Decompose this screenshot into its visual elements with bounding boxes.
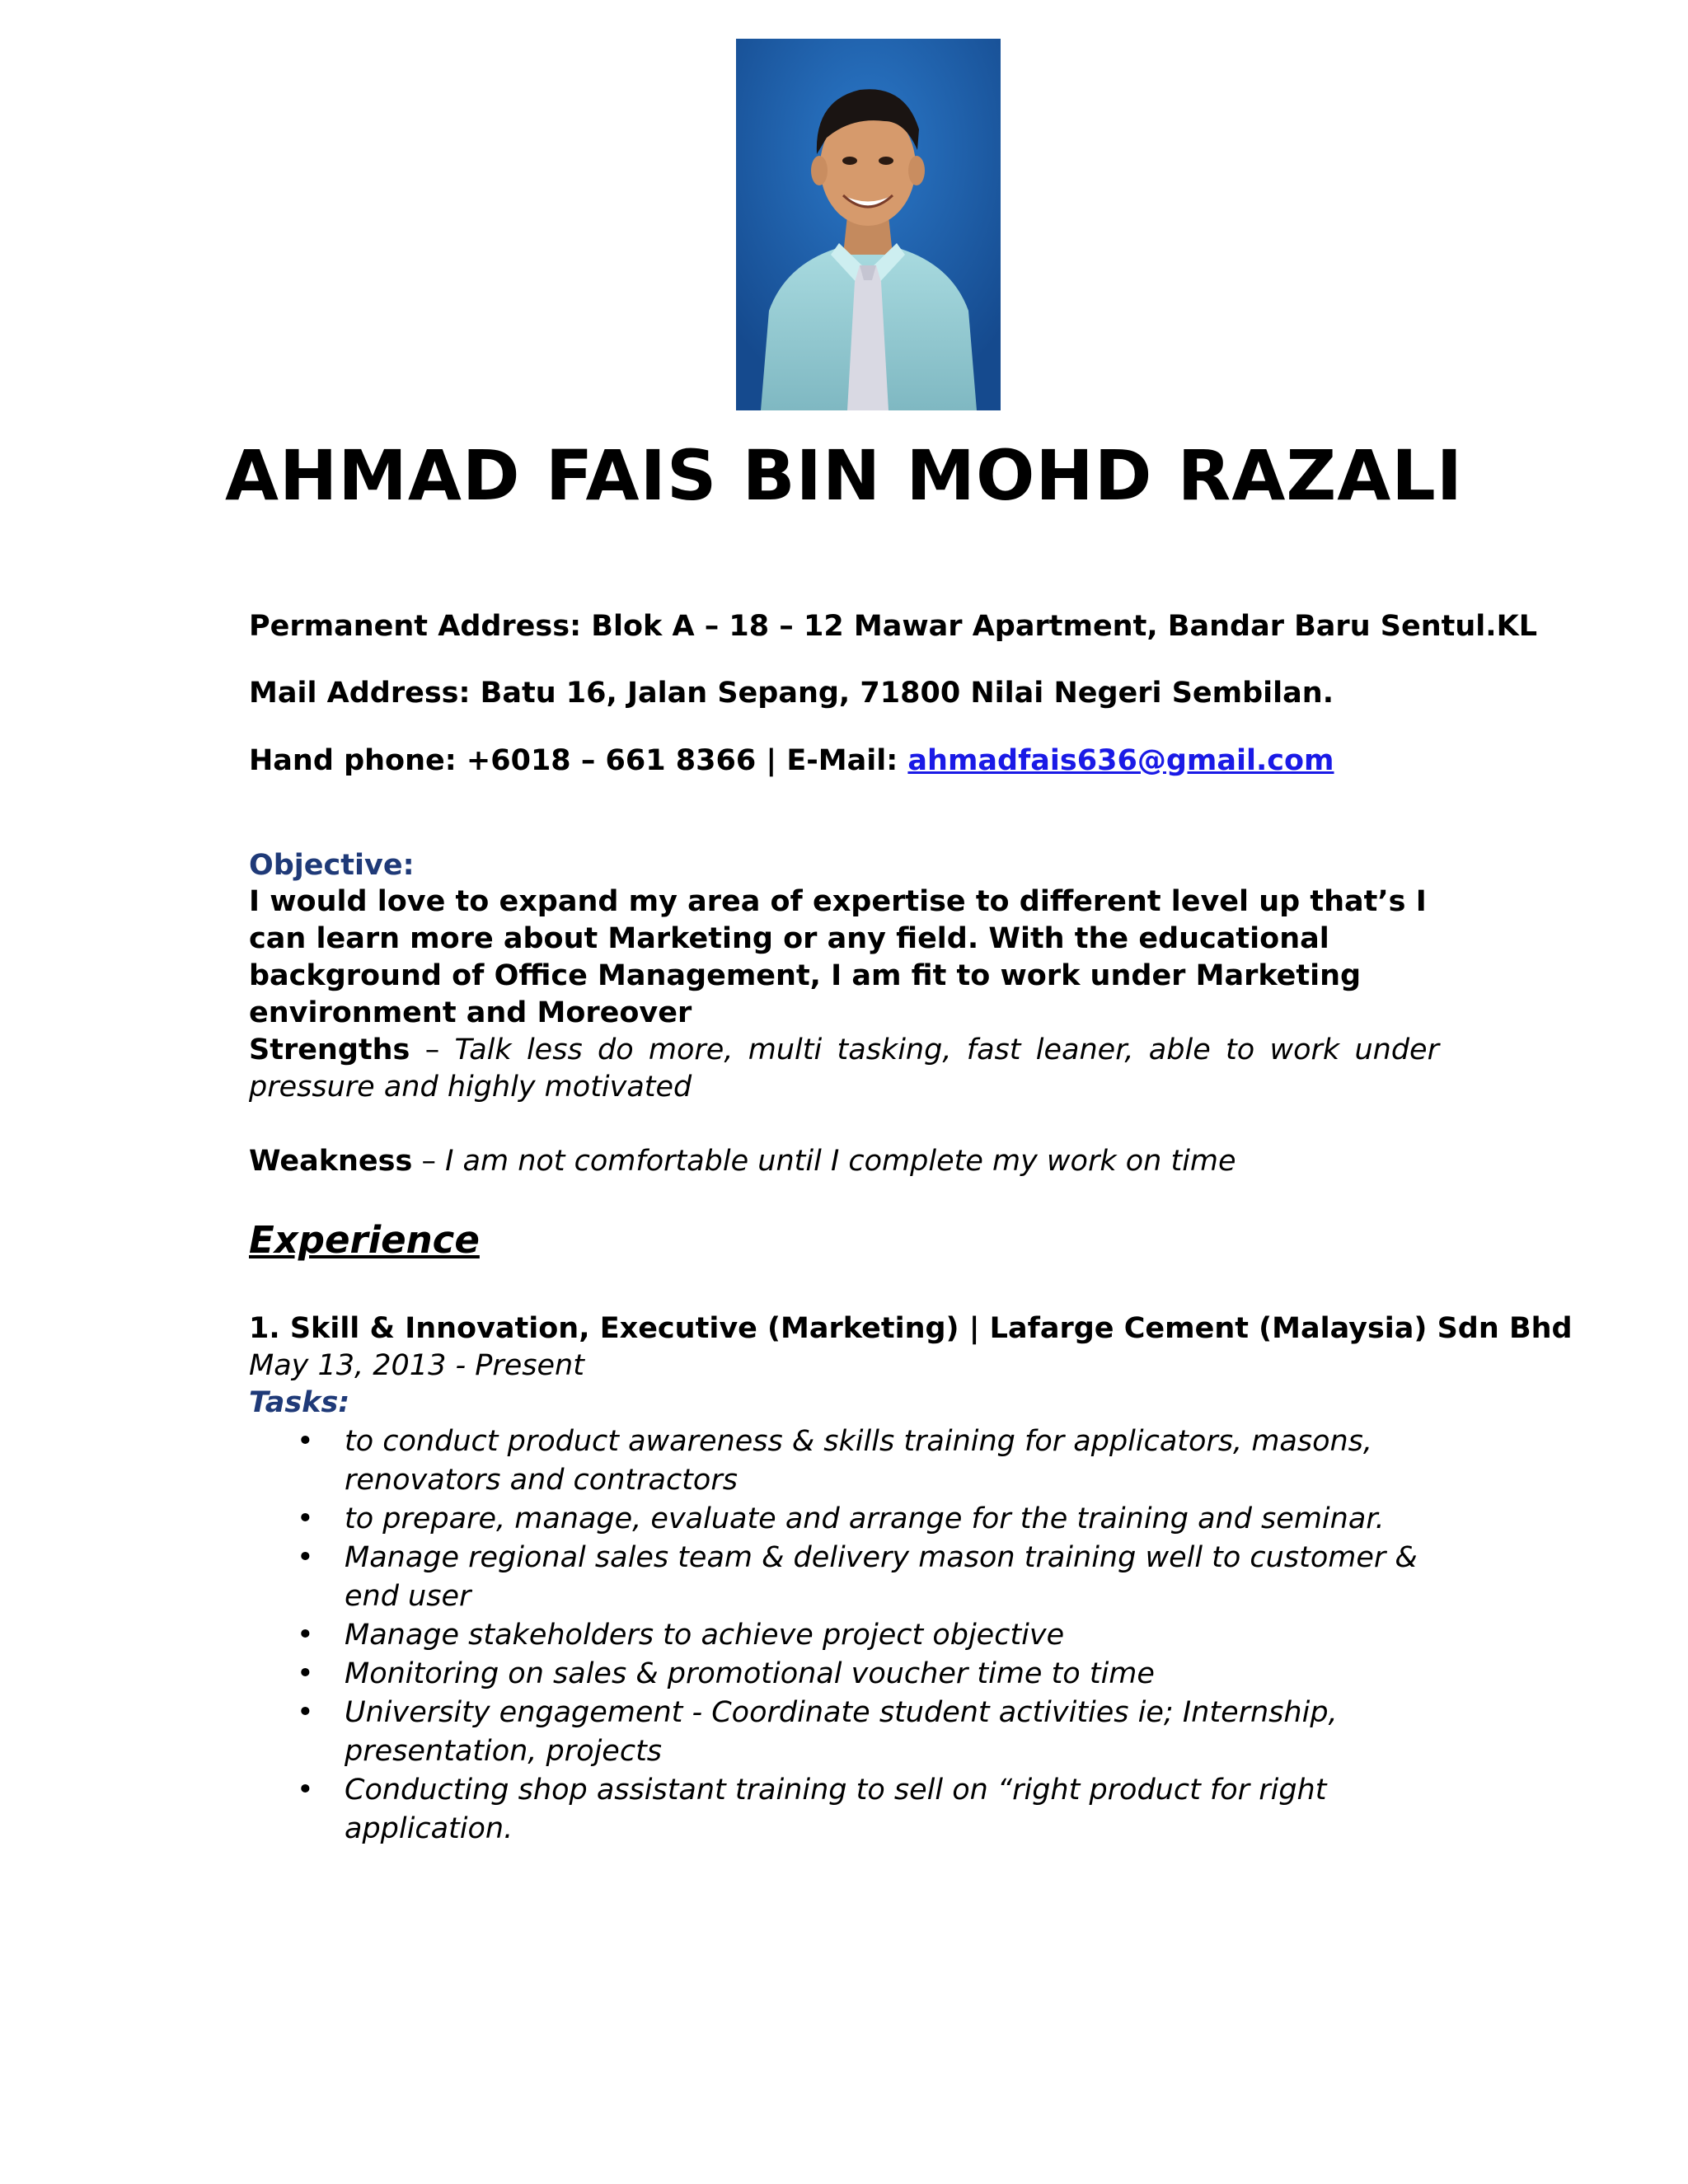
objective-text: I would love to expand my area of expertise to different level up that’s I can learn more about Marketing or any field. With the educational background of Office Management, I am fit to work under Marketing environment and Moreover xyxy=(249,885,1427,1029)
bullet-icon: • xyxy=(297,1774,314,1807)
bullet-icon: • xyxy=(297,1425,314,1458)
mail-address: Mail Address: Batu 16, Jalan Sepang, 71800 Nilai Negeri Sembilan. xyxy=(249,677,1334,710)
weakness-text: I am not comfortable until I complete my work on time xyxy=(445,1145,1236,1178)
task-text: Monitoring on sales & promotional voucher time to time xyxy=(345,1657,1155,1690)
bullet-icon: • xyxy=(297,1502,314,1535)
task-text: University engagement - Coordinate student activities ie; Internship, presentation, projects xyxy=(345,1696,1338,1768)
phone-email-line xyxy=(249,744,1334,777)
tasks-label: Tasks: xyxy=(249,1386,350,1419)
profile-photo xyxy=(736,39,1001,410)
task-text: to conduct product awareness & skills training for applicators, masons, renovators and contractors xyxy=(345,1425,1373,1497)
list-item xyxy=(297,1500,1442,1539)
strengths-separator: – xyxy=(410,1033,455,1066)
list-item xyxy=(297,1422,1442,1500)
weakness-paragraph xyxy=(249,1143,1439,1180)
task-text: to prepare, manage, evaluate and arrange for the training and seminar. xyxy=(345,1502,1385,1535)
list-item xyxy=(297,1655,1442,1694)
permanent-address: Permanent Address: Blok A – 18 – 12 Mawar Apartment, Bandar Baru Sentul.KL xyxy=(249,610,1538,643)
strengths-paragraph xyxy=(249,1032,1439,1106)
bullet-icon: • xyxy=(297,1696,314,1729)
bullet-icon: • xyxy=(297,1541,314,1574)
bullet-icon: • xyxy=(297,1619,314,1652)
weakness-label: Weakness xyxy=(249,1145,413,1178)
strengths-label: Strengths xyxy=(249,1033,410,1066)
task-text: Conducting shop assistant training to sell on “right product for right application. xyxy=(345,1774,1327,1845)
task-text: Manage stakeholders to achieve project objective xyxy=(345,1619,1065,1652)
task-text: Manage regional sales team & delivery mason training well to customer & end user xyxy=(345,1541,1418,1613)
phone-label: Hand phone: +6018 – 661 8366 | E-Mail: xyxy=(249,744,908,777)
strengths-text: Talk less do more, multi tasking, fast leaner, able to work under pressure and highly motivated xyxy=(249,1033,1439,1104)
job-date: May 13, 2013 - Present xyxy=(249,1349,584,1382)
bullet-icon: • xyxy=(297,1657,314,1690)
email-link[interactable]: ahmadfais636@gmail.com xyxy=(907,744,1334,777)
weakness-separator: – xyxy=(412,1145,446,1178)
job-title: 1. Skill & Innovation, Executive (Marketing) | Lafarge Cement (Malaysia) Sdn Bhd xyxy=(249,1312,1573,1345)
candidate-name: AHMAD FAIS BIN MOHD RAZALI xyxy=(224,435,1464,516)
experience-heading: Experience xyxy=(249,1218,480,1262)
list-item xyxy=(297,1771,1442,1849)
objective-label: Objective: xyxy=(249,849,415,882)
list-item xyxy=(297,1616,1442,1655)
task-list xyxy=(297,1422,1442,1849)
list-item xyxy=(297,1694,1442,1771)
list-item xyxy=(297,1539,1442,1616)
